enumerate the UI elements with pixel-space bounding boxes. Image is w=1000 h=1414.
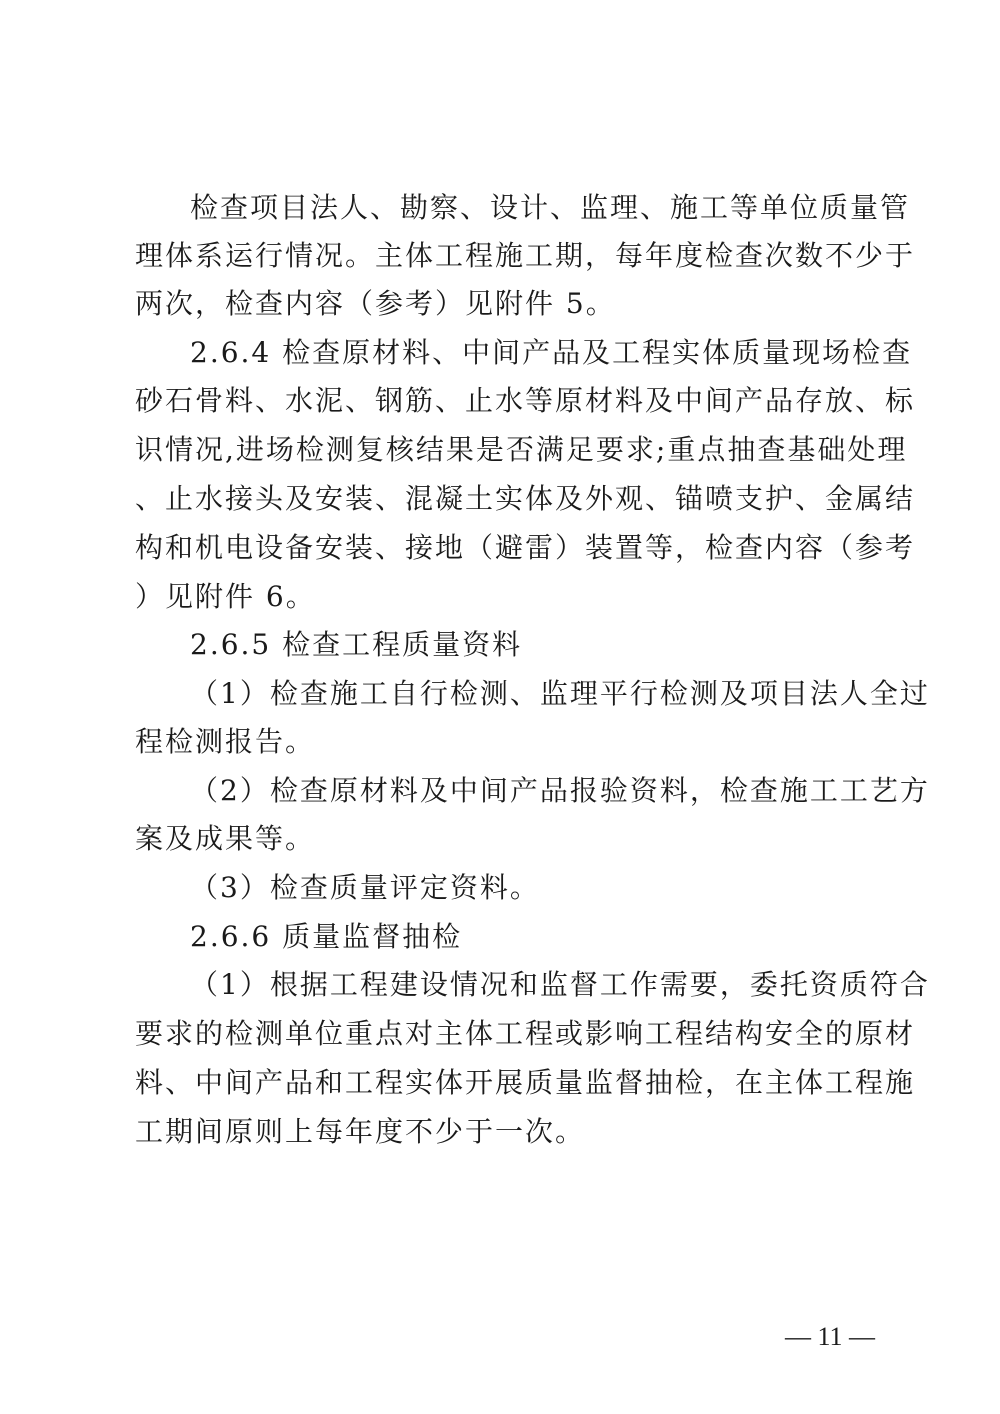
text-line: 构和机电设备安装、接地（避雷）装置等，检查内容（参考 [135,531,916,564]
text-line: 、止水接头及安装、混凝土实体及外观、锚喷支护、金属结 [135,482,916,515]
section-2-6-4-heading: 2.6.4 检查原材料、中间产品及工程实体质量现场检查 [190,336,913,369]
list-item-1: （1）根据工程建设情况和监督工作需要，委托资质符合 [190,968,930,1001]
text-line: 识情况,进场检测复核结果是否满足要求;重点抽查基础处理 [135,433,908,466]
text-line: 工期间原则上每年度不少于一次。 [135,1115,586,1148]
page-number: — 11 — [785,1322,876,1351]
section-2-6-5-heading: 2.6.5 检查工程质量资料 [190,628,523,661]
section-2-6-6-heading: 2.6.6 质量监督抽检 [190,920,463,953]
text-line: ）见附件 6。 [135,580,316,613]
text-line: 检查项目法人、勘察、设计、监理、施工等单位质量管 [190,191,911,224]
text-line: 理体系运行情况。主体工程施工期，每年度检查次数不少于 [135,239,916,272]
list-item-2: （2）检查原材料及中间产品报验资料，检查施工工艺方 [190,774,930,807]
text-line: 料、中间产品和工程实体开展质量监督抽检，在主体工程施 [135,1066,916,1099]
text-line: 案及成果等。 [135,822,316,855]
list-item-3: （3）检查质量评定资料。 [190,871,540,904]
text-line: 程检测报告。 [135,725,316,758]
text-line: 要求的检测单位重点对主体工程或影响工程结构安全的原材 [135,1017,916,1050]
text-line: 两次，检查内容（参考）见附件 5。 [135,287,616,320]
text-line: 砂石骨料、水泥、钢筋、止水等原材料及中间产品存放、标 [135,384,916,417]
list-item-1: （1）检查施工自行检测、监理平行检测及项目法人全过 [190,677,930,710]
